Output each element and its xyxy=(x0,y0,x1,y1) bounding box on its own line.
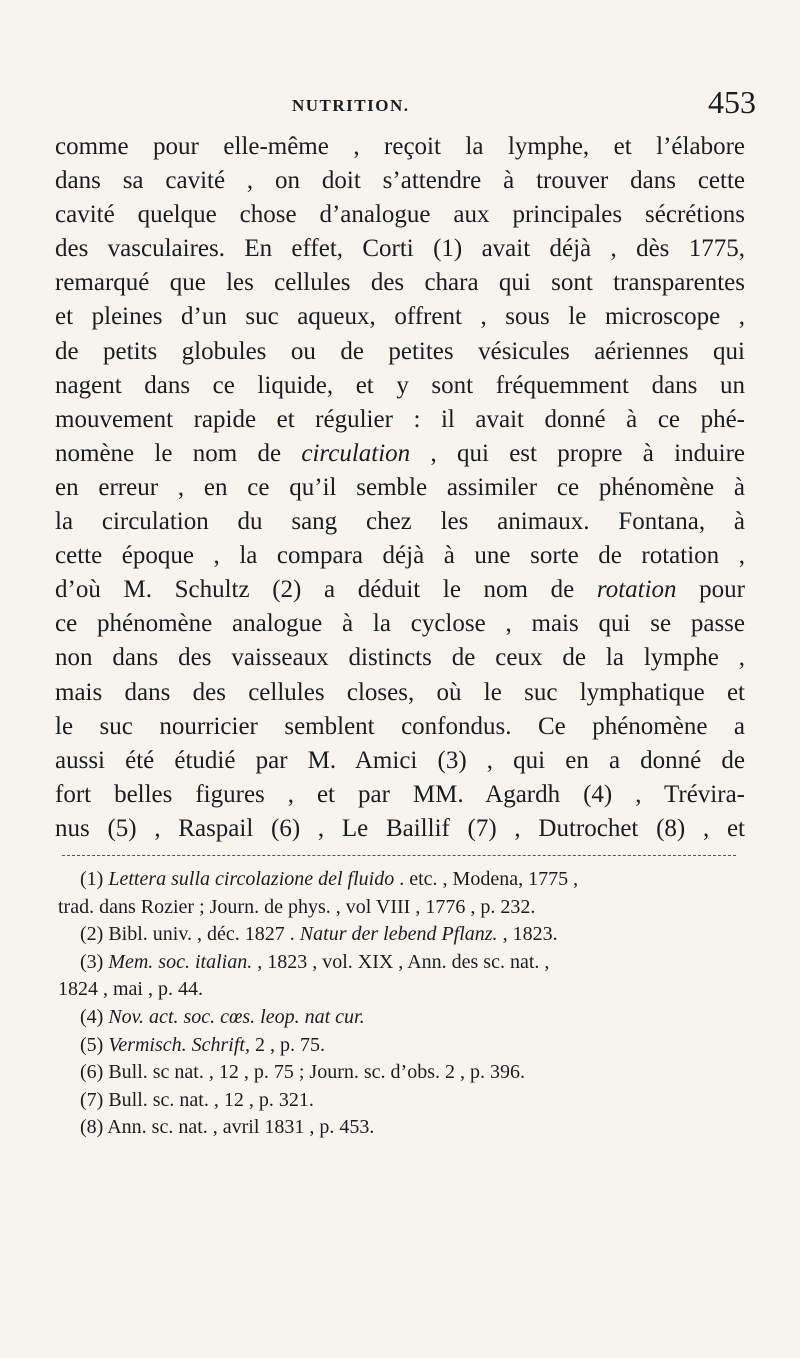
body-text xyxy=(55,130,745,846)
footnote-line: (6) Bull. sc nat. , 12 , p. 75 ; Journ. sc. d’obs. 2 , p. 396. xyxy=(80,1061,525,1084)
footnote-line: (2) Bibl. univ. , déc. 1827 . Natur der lebend Pflanz. , 1823. xyxy=(80,923,558,946)
body-line: non dans des vaisseaux distincts de ceux de la lymphe , xyxy=(55,644,745,672)
footnotes xyxy=(58,866,748,1142)
body-line: fort belles figures , et par MM. Agardh (4) , Trévira- xyxy=(55,780,745,808)
body-line: ce phénomène analogue à la cyclose , mais qui se passe xyxy=(55,610,745,638)
running-head: NUTRITION. xyxy=(292,96,410,115)
body-line: nomène le nom de circulation , qui est propre à induire xyxy=(55,439,745,467)
page-header xyxy=(0,84,800,128)
body-line: mais dans des cellules closes, où le suc lymphatique et xyxy=(55,678,745,706)
body-line: nus (5) , Raspail (6) , Le Baillif (7) , Dutrochet (8) , et xyxy=(55,814,745,842)
body-line: des vasculaires. En effet, Corti (1) avait déjà , dès 1775, xyxy=(55,235,745,263)
body-line: comme pour elle-même , reçoit la lymphe, et l’élabore xyxy=(55,133,745,160)
footnote-line: (4) Nov. act. soc. cœs. leop. nat cur. xyxy=(80,1005,365,1028)
footnote-line: (5) Vermisch. Schrift, 2 , p. 75. xyxy=(80,1033,325,1056)
body-line: d’où M. Schultz (2) a déduit le nom de rotation pour xyxy=(55,576,745,604)
footnote-line: trad. dans Rozier ; Journ. de phys. , vol VIII , 1776 , p. 232. xyxy=(58,895,536,918)
body-line: et pleines d’un suc aqueux, offrent , sous le microscope , xyxy=(55,303,745,331)
page-number: 453 xyxy=(708,84,756,120)
body-line: en erreur , en ce qu’il semble assimiler ce phénomène à xyxy=(55,473,745,501)
body-line: remarqué que les cellules des chara qui sont transparentes xyxy=(55,269,745,297)
body-line: dans sa cavité , on doit s’attendre à trouver dans cette xyxy=(55,167,745,195)
body-line: cette époque , la compara déjà à une sorte de rotation , xyxy=(55,542,745,570)
body-line: la circulation du sang chez les animaux. Fontana, à xyxy=(55,508,745,536)
body-line: aussi été étudié par M. Amici (3) , qui en a donné de xyxy=(55,746,745,774)
body-line: nagent dans ce liquide, et y sont fréquemment dans un xyxy=(55,371,745,399)
footnote-line: 1824 , mai , p. 44. xyxy=(58,978,203,1001)
footnote-line: (7) Bull. sc. nat. , 12 , p. 321. xyxy=(80,1088,314,1111)
footnote-separator xyxy=(62,855,736,856)
footnote-line: (8) Ann. sc. nat. , avril 1831 , p. 453. xyxy=(80,1116,375,1139)
footnote-line: (1) Lettera sulla circolazione del fluido . etc. , Modena, 1775 , xyxy=(80,868,579,890)
body-line: de petits globules ou de petites vésicules aériennes qui xyxy=(55,337,745,365)
body-line: le suc nourricier semblent confondus. Ce phénomène a xyxy=(55,712,745,740)
body-line: cavité quelque chose d’analogue aux principales sécrétions xyxy=(55,201,745,229)
footnote-line: (3) Mem. soc. italian. , 1823 , vol. XIX , Ann. des sc. nat. , xyxy=(80,950,550,973)
body-line: mouvement rapide et régulier : il avait donné à ce phé- xyxy=(55,405,745,433)
